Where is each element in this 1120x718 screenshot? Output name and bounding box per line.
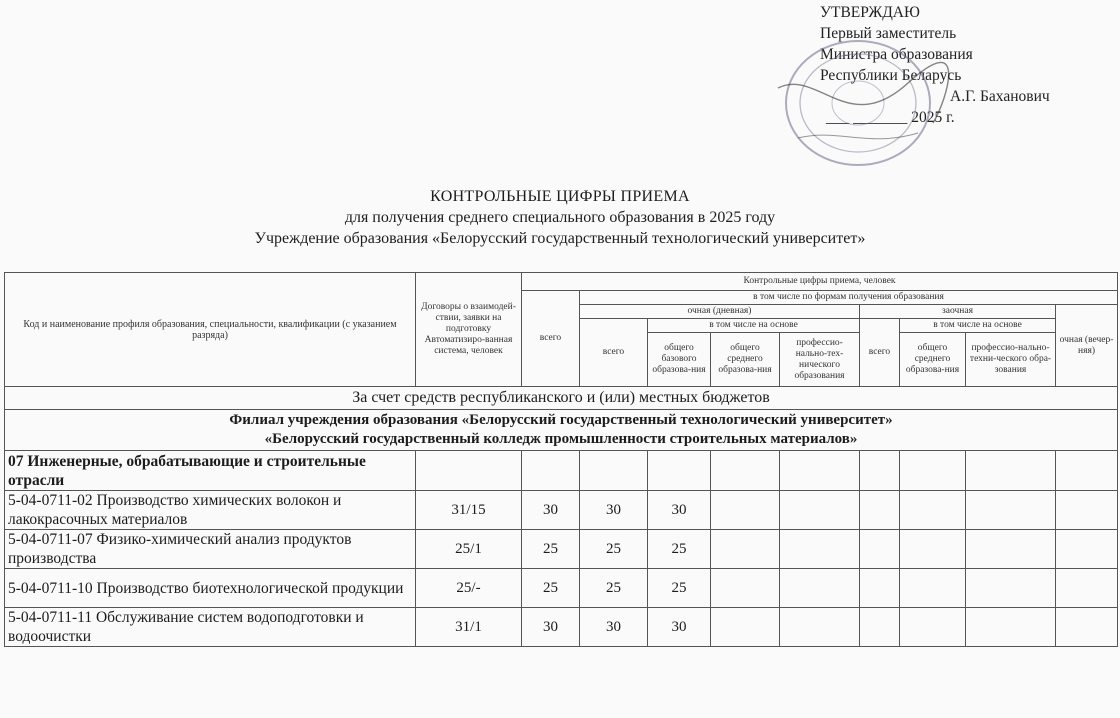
table-row <box>5 491 1118 530</box>
table-row <box>5 608 1118 647</box>
specialty-name: 5-04-0711-02 Производство химических волокон и лакокрасочных материалов <box>5 491 416 530</box>
header-day-secondary: общего среднего образова-ния <box>711 333 780 387</box>
document-title-block <box>0 186 1120 249</box>
header-total: всего <box>522 291 580 387</box>
header-code-name: Код и наименование профиля образования, специальности, квалификации (с указанием разряда) <box>5 273 416 387</box>
header-day-total: всего <box>580 319 648 387</box>
header-control-figures: Контрольные цифры приема, человек <box>522 273 1118 291</box>
table-row <box>5 530 1118 569</box>
day-basic-cell: 30 <box>648 491 711 530</box>
approval-position: Первый заместитель <box>820 25 957 42</box>
branch-name-row <box>5 410 1118 451</box>
header-ext-professional: профессио-нально-техни-ческого обра-зования <box>966 333 1056 387</box>
approval-signature: А.Г. Баханович <box>950 88 1050 105</box>
day-basic-cell: 25 <box>648 530 711 569</box>
institution-name: Учреждение образования «Белорусский государственный технологический университет» <box>254 230 866 247</box>
group-label: 07 Инженерные, обрабатывающие и строительные отрасли <box>5 451 416 491</box>
total-cell: 30 <box>522 491 580 530</box>
total-cell: 25 <box>522 569 580 608</box>
branch-name-line2: «Белорусский государственный колледж промышленности строительных материалов» <box>264 431 858 447</box>
approval-country: Республики Беларусь <box>820 67 962 84</box>
header-ext-total: всего <box>860 319 900 387</box>
day-total-cell: 30 <box>580 608 648 647</box>
document-subtitle: для получения среднего специального образования в 2025 году <box>344 209 776 226</box>
header-day-basis: в том числе на основе <box>648 319 860 333</box>
budget-source-row: За счет средств республиканского и (или) местных бюджетов <box>5 387 1118 410</box>
day-total-cell: 30 <box>580 491 648 530</box>
day-total-cell: 25 <box>580 530 648 569</box>
contracts-cell: 25/1 <box>416 530 522 569</box>
header-daytime: очная (дневная) <box>580 305 860 319</box>
day-total-cell: 25 <box>580 569 648 608</box>
approval-date: ___ _______ 2025 г. <box>826 109 955 126</box>
header-ext-secondary: общего среднего образова-ния <box>900 333 966 387</box>
header-extramural: заочная <box>860 305 1056 319</box>
approval-title: УТВЕРЖДАЮ <box>820 4 920 21</box>
header-evening: очная (вечер-няя) <box>1056 305 1118 387</box>
total-cell: 30 <box>522 608 580 647</box>
contracts-cell: 25/- <box>416 569 522 608</box>
total-cell: 25 <box>522 530 580 569</box>
table-row <box>5 569 1118 608</box>
header-day-basic: общего базового образова-ния <box>648 333 711 387</box>
specialty-name: 5-04-0711-10 Производство биотехнологической продукции <box>5 569 416 608</box>
day-basic-cell: 30 <box>648 608 711 647</box>
header-by-forms: в том числе по формам получения образования <box>580 291 1118 305</box>
day-basic-cell: 25 <box>648 569 711 608</box>
header-day-professional: профессио-нально-тех-нического образования <box>780 333 860 387</box>
document-title: КОНТРОЛЬНЫЕ ЦИФРЫ ПРИЕМА <box>430 188 690 205</box>
approval-block <box>820 2 1050 128</box>
header-ext-basis: в том числе на основе <box>900 319 1056 333</box>
branch-name-line1: Филиал учреждения образования «Белорусский государственный технологический университет» <box>229 412 893 428</box>
contracts-cell: 31/15 <box>416 491 522 530</box>
header-contracts: Договоры о взаимодей-ствии, заявки на подготовку Автоматизиро-ванная система, человек <box>416 273 522 387</box>
specialty-name: 5-04-0711-07 Физико-химический анализ продуктов производства <box>5 530 416 569</box>
contracts-cell: 31/1 <box>416 608 522 647</box>
approval-ministry: Министра образования <box>820 46 973 63</box>
specialty-name: 5-04-0711-11 Обслуживание систем водоподготовки и водоочистки <box>5 608 416 647</box>
admission-table <box>4 272 1118 647</box>
